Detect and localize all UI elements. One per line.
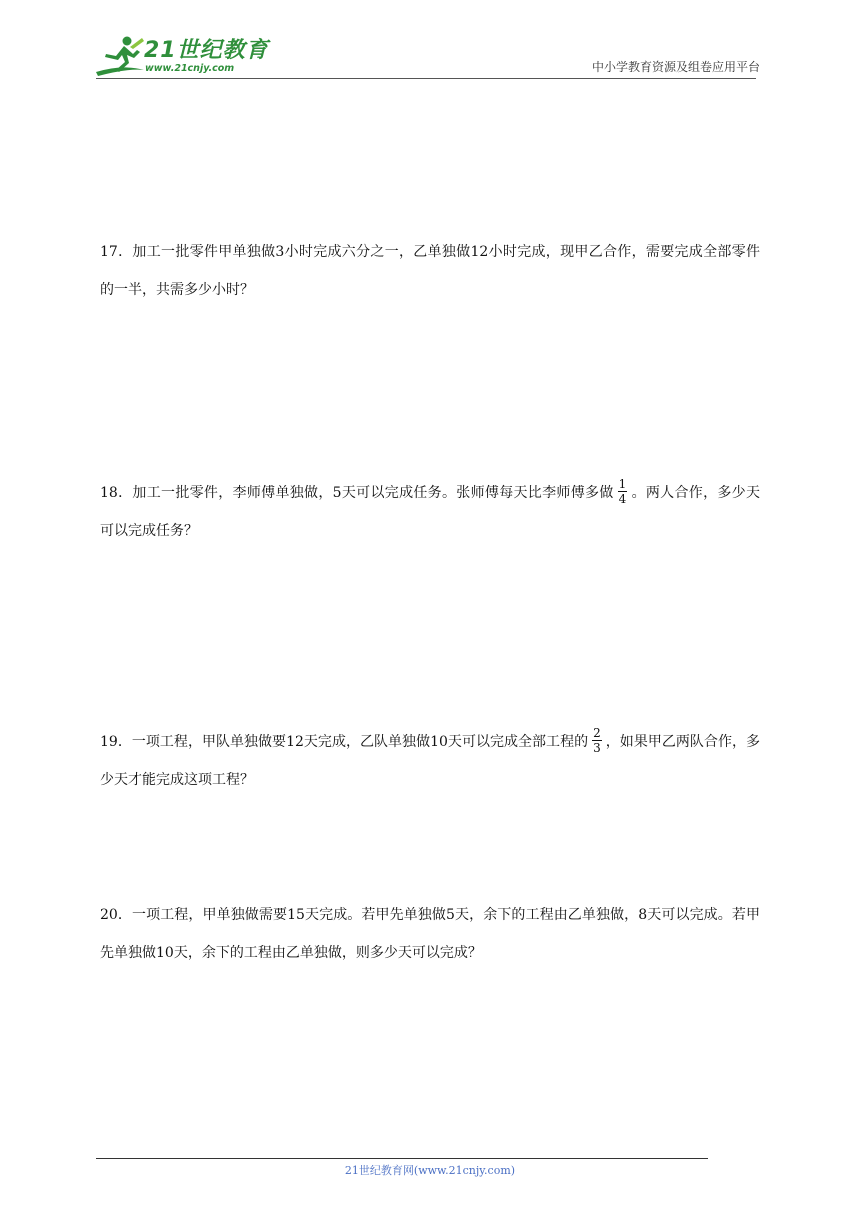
footer-link[interactable]: 21世纪教育网(www.21cnjy.com) [344, 1164, 516, 1177]
footer-divider [96, 1158, 708, 1159]
question-number: 20． [100, 907, 133, 923]
header-divider [96, 78, 756, 79]
question-text: 加工一批零件甲单独做3小时完成六分之一，乙单独做12小时完成，现甲乙合作，需要完成全部零件的一半，共需多少小时？ [100, 244, 760, 298]
question-20 [100, 896, 760, 972]
question-number: 18． [100, 485, 133, 501]
question-text-before: 加工一批零件，李师傅单独做，5天可以完成任务。张师傅每天比李师傅多做 [132, 485, 614, 501]
fraction [618, 477, 628, 506]
question-number: 19． [100, 734, 132, 750]
question-18 [100, 474, 760, 550]
question-number: 17． [100, 244, 133, 260]
page-header [0, 0, 860, 90]
logo-text: 21世纪教育 [144, 38, 269, 63]
logo-url: www.21cnjy.com [145, 63, 235, 74]
question-17 [100, 233, 760, 309]
question-19 [100, 723, 760, 799]
question-text-after: ，如果甲乙两队合作，多少天才能完成这项工程？ [100, 734, 760, 788]
fraction [592, 726, 602, 755]
header-tagline: 中小学教育资源及组卷应用平台 [591, 60, 760, 74]
question-text: 一项工程，甲单独做需要15天完成。若甲先单独做5天，余下的工程由乙单独做，8天可以完成。若甲先单独做10天，余下的工程由乙单独做，则多少天可以完成？ [100, 907, 760, 961]
fraction-numerator: 1 [618, 476, 627, 491]
fraction-numerator: 2 [593, 725, 601, 740]
fraction-denominator: 4 [618, 491, 627, 506]
question-text-after: 。两人合作，多少天可以完成任务？ [100, 485, 760, 539]
fraction-denominator: 3 [593, 740, 601, 755]
question-text-before: 一项工程，甲队单独做要12天完成，乙队单独做10天可以完成全部工程的 [131, 734, 589, 750]
